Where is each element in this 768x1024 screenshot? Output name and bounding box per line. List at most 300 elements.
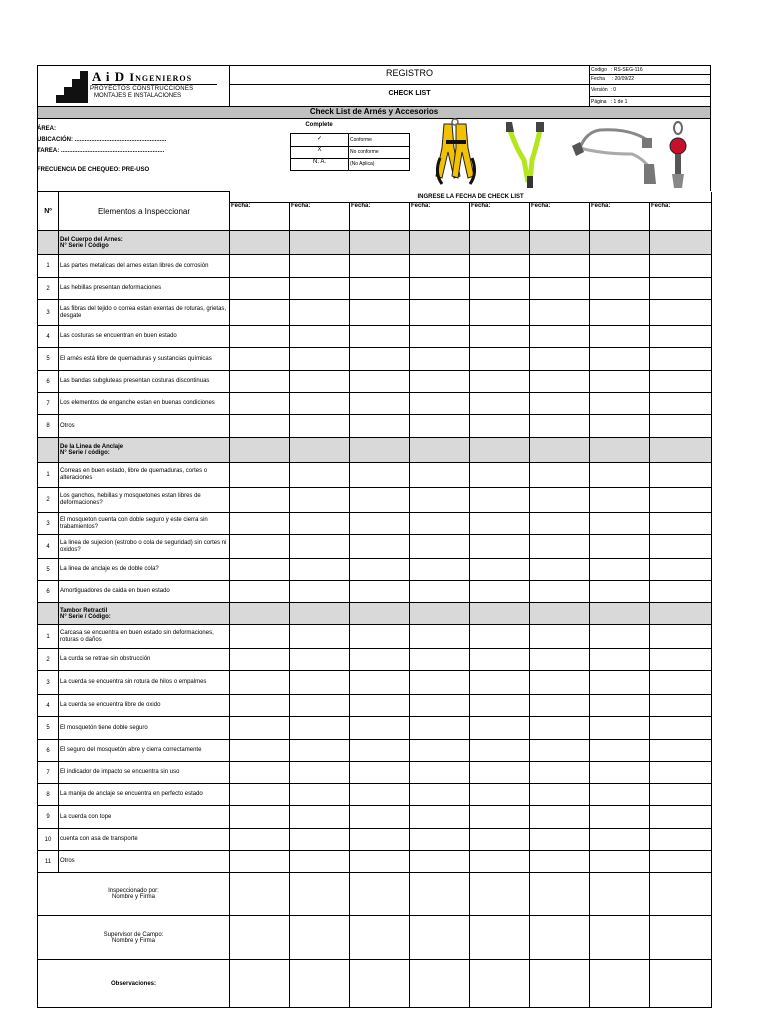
check-cell[interactable] xyxy=(650,513,712,535)
check-cell[interactable] xyxy=(590,278,650,300)
check-cell[interactable] xyxy=(410,762,470,784)
check-cell[interactable] xyxy=(590,513,650,535)
check-cell[interactable] xyxy=(530,371,590,393)
section-num-cell xyxy=(38,231,59,255)
check-cell[interactable] xyxy=(290,671,350,695)
obs-cell[interactable] xyxy=(290,960,350,1008)
check-cell[interactable] xyxy=(530,695,590,717)
item-number: 2 xyxy=(38,278,59,300)
check-cell[interactable] xyxy=(290,415,350,438)
check-cell[interactable] xyxy=(410,784,470,806)
check-cell[interactable] xyxy=(350,762,410,784)
check-cell[interactable] xyxy=(590,762,650,784)
check-cell[interactable] xyxy=(650,559,712,581)
check-cell[interactable] xyxy=(410,649,470,671)
check-cell[interactable] xyxy=(410,581,470,603)
sign-cell[interactable] xyxy=(590,916,650,960)
check-cell[interactable] xyxy=(350,851,410,873)
obs-cell[interactable] xyxy=(350,960,410,1008)
check-cell[interactable] xyxy=(530,671,590,695)
item-description: La cuerda con tope xyxy=(59,806,230,829)
check-cell[interactable] xyxy=(350,559,410,581)
date-cell[interactable]: Fecha: xyxy=(470,202,530,230)
check-cell[interactable] xyxy=(350,393,410,415)
check-cell[interactable] xyxy=(590,695,650,717)
check-cell[interactable] xyxy=(350,717,410,740)
check-cell[interactable] xyxy=(350,463,410,488)
doc-date: Fecha : 20/09/22 xyxy=(591,76,635,82)
logo-subtitle-2: MONTAJES E INSTALACIONES xyxy=(94,93,182,99)
check-cell[interactable] xyxy=(230,851,290,873)
check-cell[interactable] xyxy=(350,784,410,806)
item-description: La linea de sujecion (estrobo o cola de seguridad) sin cortes ni oxidos? xyxy=(59,535,230,559)
section-blank-cell xyxy=(650,438,712,463)
check-cell[interactable] xyxy=(470,695,530,717)
check-cell[interactable] xyxy=(530,535,590,559)
sign-cell[interactable] xyxy=(350,916,410,960)
legend-symbol-ok: ✓ xyxy=(316,136,323,142)
sign-cell[interactable] xyxy=(530,916,590,960)
check-cell[interactable] xyxy=(350,488,410,513)
check-cell[interactable] xyxy=(530,717,590,740)
check-cell[interactable] xyxy=(350,513,410,535)
date-cell[interactable]: Fecha: xyxy=(530,202,590,230)
section-blank-cell xyxy=(410,438,470,463)
lanyard-icon xyxy=(572,130,656,184)
date-cell[interactable]: Fecha: xyxy=(650,202,712,230)
check-cell[interactable] xyxy=(590,393,650,415)
item-description: La linea de anclaje es de doble cola? xyxy=(59,559,230,581)
check-cell[interactable] xyxy=(650,415,712,438)
table-row xyxy=(38,762,712,784)
check-cell[interactable] xyxy=(350,348,410,371)
check-cell[interactable] xyxy=(590,535,650,559)
check-cell[interactable] xyxy=(530,255,590,278)
check-cell[interactable] xyxy=(590,829,650,851)
sign-cell[interactable] xyxy=(410,916,470,960)
check-cell[interactable] xyxy=(650,326,712,348)
check-cell[interactable] xyxy=(230,393,290,415)
check-cell[interactable] xyxy=(350,326,410,348)
table-row xyxy=(38,851,712,873)
section-blank-cell xyxy=(590,438,650,463)
check-cell[interactable] xyxy=(230,513,290,535)
check-cell[interactable] xyxy=(590,326,650,348)
check-cell[interactable] xyxy=(470,829,530,851)
check-cell[interactable] xyxy=(350,671,410,695)
col-num-header: Nº xyxy=(38,192,59,231)
check-cell[interactable] xyxy=(590,300,650,326)
check-cell[interactable] xyxy=(650,371,712,393)
obs-cell[interactable] xyxy=(530,960,590,1008)
check-cell[interactable] xyxy=(530,326,590,348)
check-cell[interactable] xyxy=(230,463,290,488)
check-cell[interactable] xyxy=(290,300,350,326)
check-cell[interactable] xyxy=(470,278,530,300)
check-cell[interactable] xyxy=(590,488,650,513)
section-blank-cell xyxy=(290,603,350,625)
section-blank-cell xyxy=(470,603,530,625)
check-cell[interactable] xyxy=(290,625,350,649)
table-row xyxy=(38,740,712,762)
check-cell[interactable] xyxy=(650,488,712,513)
check-cell[interactable] xyxy=(590,559,650,581)
check-cell[interactable] xyxy=(590,348,650,371)
check-cell[interactable] xyxy=(650,829,712,851)
check-cell[interactable] xyxy=(350,695,410,717)
check-cell[interactable] xyxy=(290,255,350,278)
sign-cell[interactable] xyxy=(350,873,410,916)
check-cell[interactable] xyxy=(650,671,712,695)
obs-cell[interactable] xyxy=(470,960,530,1008)
sign-cell[interactable] xyxy=(650,916,712,960)
date-cell[interactable]: Fecha: xyxy=(590,202,650,230)
check-cell[interactable] xyxy=(530,348,590,371)
section-title-line2: N° Serie / código: xyxy=(60,450,110,456)
check-cell[interactable] xyxy=(590,649,650,671)
check-cell[interactable] xyxy=(590,463,650,488)
check-cell[interactable] xyxy=(230,625,290,649)
check-cell[interactable] xyxy=(290,717,350,740)
check-cell[interactable] xyxy=(230,649,290,671)
check-cell[interactable] xyxy=(230,829,290,851)
check-cell[interactable] xyxy=(290,326,350,348)
form-title: Check List de Arnés y Accesorios xyxy=(309,107,439,116)
check-cell[interactable] xyxy=(650,740,712,762)
obs-cell[interactable] xyxy=(230,960,290,1008)
check-cell[interactable] xyxy=(470,851,530,873)
check-cell[interactable] xyxy=(470,393,530,415)
check-cell[interactable] xyxy=(410,278,470,300)
check-cell[interactable] xyxy=(650,649,712,671)
check-cell[interactable] xyxy=(230,740,290,762)
check-cell[interactable] xyxy=(290,535,350,559)
check-cell[interactable] xyxy=(350,415,410,438)
check-cell[interactable] xyxy=(530,762,590,784)
check-cell[interactable] xyxy=(590,581,650,603)
check-cell[interactable] xyxy=(410,695,470,717)
check-cell[interactable] xyxy=(350,806,410,829)
check-cell[interactable] xyxy=(470,740,530,762)
sign-cell[interactable] xyxy=(410,873,470,916)
table-row xyxy=(38,671,712,695)
table-row xyxy=(38,717,712,740)
check-cell[interactable] xyxy=(530,625,590,649)
check-cell[interactable] xyxy=(290,488,350,513)
check-cell[interactable] xyxy=(470,559,530,581)
item-number: 1 xyxy=(38,463,59,488)
check-cell[interactable] xyxy=(290,348,350,371)
table-row xyxy=(38,559,712,581)
check-cell[interactable] xyxy=(530,559,590,581)
check-cell[interactable] xyxy=(650,278,712,300)
obs-cell[interactable] xyxy=(590,960,650,1008)
table-row xyxy=(38,829,712,851)
check-cell[interactable] xyxy=(530,829,590,851)
check-cell[interactable] xyxy=(650,717,712,740)
check-cell[interactable] xyxy=(350,255,410,278)
sign-cell[interactable] xyxy=(230,916,290,960)
check-cell[interactable] xyxy=(290,649,350,671)
check-cell[interactable] xyxy=(230,255,290,278)
check-cell[interactable] xyxy=(230,488,290,513)
observaciones-label: Observaciones: xyxy=(110,980,157,987)
check-cell[interactable] xyxy=(410,300,470,326)
table-row xyxy=(38,581,712,603)
sign-cell[interactable] xyxy=(470,916,530,960)
check-cell[interactable] xyxy=(230,762,290,784)
check-cell[interactable] xyxy=(410,415,470,438)
check-cell[interactable] xyxy=(410,671,470,695)
sign-cell[interactable] xyxy=(230,873,290,916)
check-cell[interactable] xyxy=(410,806,470,829)
section-row xyxy=(38,603,712,625)
check-cell[interactable] xyxy=(650,695,712,717)
section-title xyxy=(59,438,230,463)
check-cell[interactable] xyxy=(410,371,470,393)
check-cell[interactable] xyxy=(290,829,350,851)
item-number: 3 xyxy=(38,671,59,695)
check-cell[interactable] xyxy=(470,371,530,393)
item-number: 2 xyxy=(38,649,59,671)
date-cell[interactable]: Fecha: xyxy=(230,202,290,230)
check-cell[interactable] xyxy=(470,255,530,278)
date-cell[interactable]: Fecha: xyxy=(350,202,410,230)
check-cell[interactable] xyxy=(230,535,290,559)
check-cell[interactable] xyxy=(290,806,350,829)
check-cell[interactable] xyxy=(590,851,650,873)
item-description: El mosqueton cuenta con doble seguro y este cierra sin trabamientos? xyxy=(59,513,230,535)
check-cell[interactable] xyxy=(410,717,470,740)
check-cell[interactable] xyxy=(650,535,712,559)
check-cell[interactable] xyxy=(290,695,350,717)
check-cell[interactable] xyxy=(350,649,410,671)
section-title-line2: N° Serie / Código xyxy=(60,242,109,249)
table-row xyxy=(38,255,712,278)
company-logo xyxy=(56,67,228,105)
table-row xyxy=(38,300,712,326)
check-cell[interactable] xyxy=(530,851,590,873)
check-cell[interactable] xyxy=(410,326,470,348)
check-cell[interactable] xyxy=(650,762,712,784)
check-cell[interactable] xyxy=(530,784,590,806)
check-cell[interactable] xyxy=(230,300,290,326)
obs-cell[interactable] xyxy=(650,960,712,1008)
sign-cell[interactable] xyxy=(470,873,530,916)
check-cell[interactable] xyxy=(590,625,650,649)
check-cell[interactable] xyxy=(650,784,712,806)
check-cell[interactable] xyxy=(470,649,530,671)
logo-subtitle-1: PROYECTOS CONSTRUCCIONES xyxy=(90,86,194,92)
check-cell[interactable] xyxy=(290,393,350,415)
check-cell[interactable] xyxy=(230,784,290,806)
item-description: Los ganchos, hebillas y mosquetones estan libres de deformaciones? xyxy=(59,488,230,513)
check-cell[interactable] xyxy=(230,278,290,300)
check-cell[interactable] xyxy=(410,393,470,415)
check-cell[interactable] xyxy=(470,513,530,535)
check-cell[interactable] xyxy=(290,371,350,393)
table-row xyxy=(38,371,712,393)
section-blank-cell xyxy=(590,603,650,625)
check-cell[interactable] xyxy=(410,851,470,873)
check-cell[interactable] xyxy=(470,806,530,829)
date-header: INGRESE LA FECHA DE CHECK LIST xyxy=(230,192,712,203)
item-description: Las partes metalicas del arnes estan libres de corrosión xyxy=(59,255,230,278)
sign-cell[interactable] xyxy=(590,873,650,916)
table-row xyxy=(38,806,712,829)
check-cell[interactable] xyxy=(230,806,290,829)
check-cell[interactable] xyxy=(230,326,290,348)
sign-cell[interactable] xyxy=(530,873,590,916)
check-cell[interactable] xyxy=(650,463,712,488)
check-cell[interactable] xyxy=(410,463,470,488)
check-cell[interactable] xyxy=(470,415,530,438)
item-description: La cuerda se encuentra libre de oxido xyxy=(59,695,230,717)
col-items-header: Elementos a Inspeccionar xyxy=(59,192,230,231)
double-lanyard-icon xyxy=(506,122,544,188)
check-cell[interactable] xyxy=(650,393,712,415)
item-number: 5 xyxy=(38,348,59,371)
check-cell[interactable] xyxy=(650,300,712,326)
check-cell[interactable] xyxy=(350,829,410,851)
section-blank-cell xyxy=(530,438,590,463)
section-blank-cell xyxy=(230,438,290,463)
check-cell[interactable] xyxy=(290,762,350,784)
check-cell[interactable] xyxy=(230,671,290,695)
check-cell[interactable] xyxy=(350,581,410,603)
check-cell[interactable] xyxy=(650,625,712,649)
check-cell[interactable] xyxy=(590,740,650,762)
check-cell[interactable] xyxy=(350,300,410,326)
checklist-table xyxy=(37,191,712,1008)
check-cell[interactable] xyxy=(350,535,410,559)
supervisor-label: Supervisor de Campo: xyxy=(103,931,164,938)
inspeccionado-cell xyxy=(38,873,230,916)
check-cell[interactable] xyxy=(590,806,650,829)
check-cell[interactable] xyxy=(530,488,590,513)
check-cell[interactable] xyxy=(230,695,290,717)
check-cell[interactable] xyxy=(470,488,530,513)
check-cell[interactable] xyxy=(530,513,590,535)
check-cell[interactable] xyxy=(470,784,530,806)
check-cell[interactable] xyxy=(290,740,350,762)
legend-symbol-na: N. A. xyxy=(312,159,326,165)
check-cell[interactable] xyxy=(530,740,590,762)
check-cell[interactable] xyxy=(590,784,650,806)
check-cell[interactable] xyxy=(590,371,650,393)
check-cell[interactable] xyxy=(530,806,590,829)
check-cell[interactable] xyxy=(650,581,712,603)
check-cell[interactable] xyxy=(230,717,290,740)
check-cell[interactable] xyxy=(650,806,712,829)
item-number: 4 xyxy=(38,535,59,559)
check-cell[interactable] xyxy=(590,415,650,438)
check-cell[interactable] xyxy=(290,784,350,806)
check-cell[interactable] xyxy=(410,348,470,371)
check-cell[interactable] xyxy=(470,348,530,371)
check-cell[interactable] xyxy=(530,415,590,438)
check-cell[interactable] xyxy=(530,300,590,326)
item-number: 7 xyxy=(38,762,59,784)
check-cell[interactable] xyxy=(470,300,530,326)
check-cell[interactable] xyxy=(410,513,470,535)
check-cell[interactable] xyxy=(470,581,530,603)
section-blank-cell xyxy=(230,603,290,625)
check-cell[interactable] xyxy=(590,717,650,740)
check-cell[interactable] xyxy=(230,348,290,371)
item-description: cuenta con asa de transporte xyxy=(59,829,230,851)
item-number: 5 xyxy=(38,717,59,740)
item-description: El indicador de impacto se encuentra sin uso xyxy=(59,762,230,784)
date-cell[interactable]: Fecha: xyxy=(410,202,470,230)
check-cell[interactable] xyxy=(470,463,530,488)
check-cell[interactable] xyxy=(230,371,290,393)
retractable-block-icon xyxy=(670,122,686,188)
check-cell[interactable] xyxy=(350,371,410,393)
check-cell[interactable] xyxy=(230,415,290,438)
check-cell[interactable] xyxy=(290,463,350,488)
section-row xyxy=(38,231,712,255)
check-cell[interactable] xyxy=(410,535,470,559)
check-cell[interactable] xyxy=(230,559,290,581)
check-cell[interactable] xyxy=(290,278,350,300)
obs-cell[interactable] xyxy=(410,960,470,1008)
check-cell[interactable] xyxy=(470,625,530,649)
check-cell[interactable] xyxy=(410,488,470,513)
check-cell[interactable] xyxy=(410,255,470,278)
check-cell[interactable] xyxy=(530,278,590,300)
check-cell[interactable] xyxy=(410,625,470,649)
table-row xyxy=(38,488,712,513)
check-cell[interactable] xyxy=(470,535,530,559)
check-cell[interactable] xyxy=(530,649,590,671)
check-cell[interactable] xyxy=(290,851,350,873)
check-cell[interactable] xyxy=(470,671,530,695)
check-cell[interactable] xyxy=(290,513,350,535)
check-cell[interactable] xyxy=(350,740,410,762)
check-cell[interactable] xyxy=(650,255,712,278)
check-cell[interactable] xyxy=(650,348,712,371)
date-cell[interactable]: Fecha: xyxy=(290,202,350,230)
sign-cell[interactable] xyxy=(650,873,712,916)
check-cell[interactable] xyxy=(290,581,350,603)
check-cell[interactable] xyxy=(470,326,530,348)
check-cell[interactable] xyxy=(230,581,290,603)
check-cell[interactable] xyxy=(530,463,590,488)
check-cell[interactable] xyxy=(530,581,590,603)
check-cell[interactable] xyxy=(650,851,712,873)
item-number: 6 xyxy=(38,740,59,762)
check-cell[interactable] xyxy=(290,559,350,581)
item-number: 3 xyxy=(38,513,59,535)
check-cell[interactable] xyxy=(590,671,650,695)
check-cell[interactable] xyxy=(590,255,650,278)
check-cell[interactable] xyxy=(470,762,530,784)
check-cell[interactable] xyxy=(350,625,410,649)
legend-symbol-x: X xyxy=(317,147,322,153)
check-cell[interactable] xyxy=(410,829,470,851)
check-cell[interactable] xyxy=(470,717,530,740)
check-cell[interactable] xyxy=(410,559,470,581)
check-cell[interactable] xyxy=(410,740,470,762)
check-cell[interactable] xyxy=(530,393,590,415)
table-row xyxy=(38,695,712,717)
sign-cell[interactable] xyxy=(290,873,350,916)
sign-cell[interactable] xyxy=(290,916,350,960)
item-number: 1 xyxy=(38,625,59,649)
check-cell[interactable] xyxy=(350,278,410,300)
item-description: El seguro del mosquetón abre y cierra correctamente xyxy=(59,740,230,762)
